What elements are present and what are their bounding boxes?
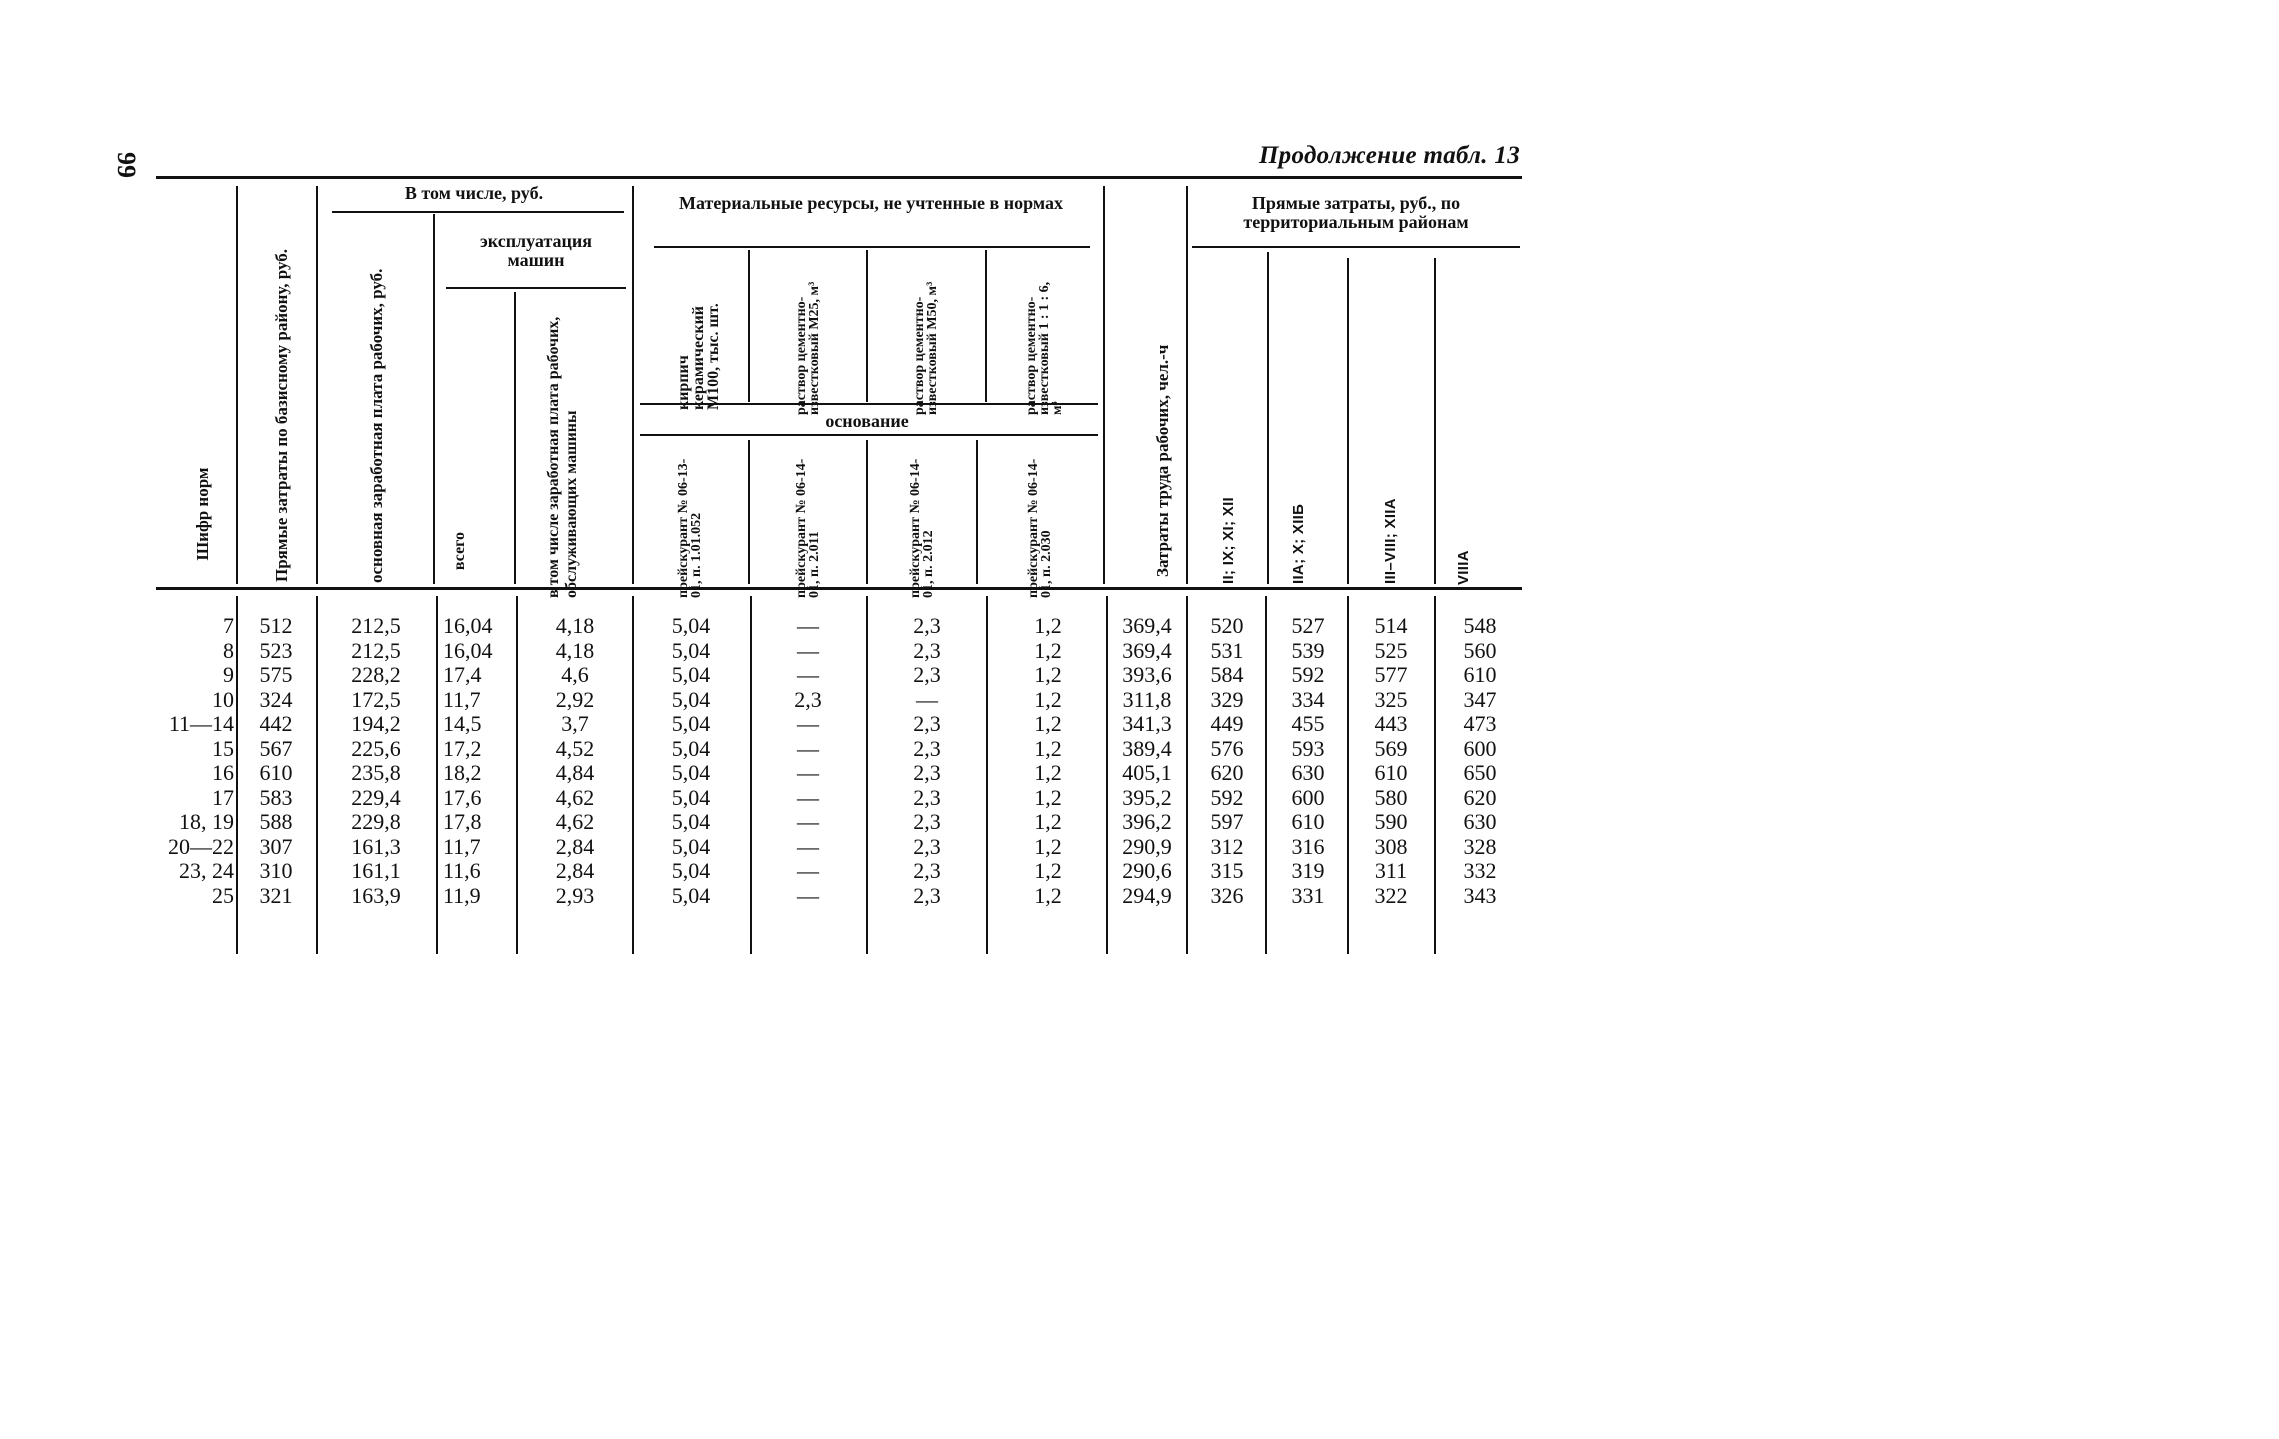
table-cell: 225,6 [351,735,401,761]
header-divider [866,440,868,584]
table-cell: 331 [1291,882,1325,908]
table-cell: 334 [1291,686,1325,712]
table-cell: 322 [1374,882,1408,908]
body-divider [866,596,868,954]
table-cell: 5,04 [671,809,711,834]
table-cell: 442 [259,711,293,736]
region-header-4: VIIIA [1455,550,1472,585]
table-cell: 172,5 [351,686,401,712]
table-cell: 4,18 [555,613,595,638]
body-divider [986,596,988,954]
material-basis-m25: прейскурант № 06-14-01, п. 2.011 [794,458,822,598]
header-rule [332,211,624,213]
table-cell: — [797,662,819,687]
table-cell: 610 [1463,662,1497,687]
table-cell: 315 [1210,858,1244,883]
table-cell: 212,5 [351,613,401,638]
table-cell: 325 [1374,686,1408,712]
table-cell: 1,2 [1034,858,1062,883]
table-cell: 11—14 [168,711,234,736]
table-cell: 620 [1210,760,1244,785]
table-cell: 569 [1374,735,1408,761]
table-cell: 455 [1291,711,1325,736]
table-cell: 3,7 [561,711,589,736]
table-cell: 25 [212,882,234,908]
table-cell: 548 [1463,613,1497,638]
table-cell: 11,6 [443,858,481,883]
table-cell: 567 [259,735,293,761]
table-cell: — [797,809,819,834]
table-cell: 2,3 [913,613,941,638]
table-cell: 539 [1291,637,1325,663]
table-cell: 290,9 [1122,833,1172,859]
material-name-116: раствор цементно-известковый 1 : 1 : 6, м³ [1023,281,1065,415]
table-cell: — [797,735,819,761]
table-cell: 310 [259,858,293,883]
table-cell: 329 [1210,686,1244,712]
region2-column [1272,614,1344,908]
material-basis-116: прейскурант № 06-14-01, п. 2.030 [1026,458,1054,598]
table-cell: 2,3 [913,784,941,810]
table-cell: 5,04 [671,882,711,908]
table-cell: 194,2 [351,711,401,736]
base-wage-header: основная заработная плата рабочих, руб. [366,268,386,583]
table-cell: 2,3 [913,858,941,883]
table-top-rule [156,176,1522,179]
table-cell: 520 [1210,613,1244,638]
header-rule [1192,246,1520,248]
table-cell: 212,5 [351,637,401,663]
material-name-m50: раствор цементно-известковый М50, м³ [912,281,940,415]
table-cell: 9 [223,662,234,687]
table-cell: 1,2 [1034,711,1062,736]
body-divider [632,596,634,954]
machine-operation-header: эксплуатация машин [480,231,592,270]
table-cell: 2,3 [913,760,941,785]
table-cell: 326 [1210,882,1244,908]
region-header-3: III–VIII; XIIA [1382,498,1399,584]
table-cell: 11,7 [443,686,481,712]
table-cell: 2,92 [555,686,595,712]
table-cell: 600 [1463,735,1497,761]
table-cell: 4,6 [561,662,589,687]
material-basis-brick: прейскурант № 06-13-01, п. 1.01.052 [676,458,704,598]
table-cell: 5,04 [671,784,711,810]
table-cell: 592 [1291,662,1325,687]
table-cell: 319 [1291,858,1325,883]
table-cell: 531 [1210,637,1244,663]
table-cell: 4,62 [555,809,595,834]
table-cell: 18, 19 [179,809,234,834]
table-cell: 449 [1210,711,1244,736]
table-cell: 593 [1291,735,1325,761]
table-cell: 294,9 [1122,882,1172,908]
machine-wage-column [524,614,626,908]
table-cell: 590 [1374,809,1408,834]
table-cell: 1,2 [1034,662,1062,687]
table-cell: 4,62 [555,784,595,810]
table-cell: 584 [1210,662,1244,687]
table-cell: 1,2 [1034,735,1062,761]
table-cell: 5,04 [671,637,711,663]
table-cell: 592 [1210,784,1244,810]
table-cell: 5,04 [671,686,711,712]
table-cell: 405,1 [1122,760,1172,785]
table-cell: 11,7 [443,833,481,859]
body-divider [1347,596,1349,954]
table-cell: 1,2 [1034,809,1062,834]
table-cell: 341,3 [1122,711,1172,736]
mortar-116-column [994,614,1102,908]
table-cell: 5,04 [671,833,711,859]
body-divider [236,596,238,954]
table-cell: 389,4 [1122,735,1172,761]
table-cell: 2,84 [555,858,595,883]
table-cell: 2,84 [555,833,595,859]
page-number: 99 [112,152,141,178]
header-divider [1434,258,1436,584]
table-cell: 328 [1463,833,1497,859]
table-cell: — [797,882,819,908]
table-cell: 577 [1374,662,1408,687]
table-cell: 1,2 [1034,784,1062,810]
base-wage-column [324,614,428,908]
table-cell: 324 [259,686,293,712]
table-cell: 527 [1291,613,1325,638]
table-cell: — [797,760,819,785]
table-cell: 312 [1210,833,1244,859]
table-cell: 5,04 [671,662,711,687]
materials-group-header: Материальные ресурсы, не учтенные в нормах [678,193,1064,213]
table-cell: 2,3 [913,735,941,761]
table-cell: 630 [1291,760,1325,785]
table-cell: 308 [1374,833,1408,859]
table-cell: 396,2 [1122,809,1172,834]
header-divider [236,186,238,584]
table-cell: 1,2 [1034,637,1062,663]
table-cell: 5,04 [671,735,711,761]
header-divider [748,250,750,402]
labor-column [1110,614,1184,908]
table-cell: — [797,637,819,663]
including-rub-header: В том числе, руб. [404,183,544,203]
table-cell: 514 [1374,613,1408,638]
table-cell: 560 [1463,637,1497,663]
table-cell: — [797,784,819,810]
material-name-m25: раствор цементно-известковый М25, м³ [794,281,822,415]
table-cell: 332 [1463,858,1497,883]
table-cell: 229,8 [351,809,401,834]
code-header: Шифр норм [192,467,212,561]
code-column [150,614,234,908]
table-cell: — [797,858,819,883]
body-divider [1434,596,1436,954]
header-rule [640,434,1098,436]
table-cell: 14,5 [443,711,482,736]
material-basis-m50: прейскурант № 06-14-01, п. 2.012 [908,458,936,598]
machine-total-column [443,614,513,908]
table-cell: 17,8 [443,809,482,834]
table-cell: 347 [1463,686,1497,712]
header-rule [446,287,626,289]
table-cell: 290,6 [1122,858,1172,883]
regional-group-header: Прямые затраты, руб., по территориальным районам [1243,193,1469,232]
table-cell: 583 [259,784,293,810]
header-divider [1103,186,1105,584]
table-cell: 2,3 [913,833,941,859]
table-cell: 4,18 [555,637,595,663]
header-divider [632,186,634,584]
table-cell: 1,2 [1034,760,1062,785]
table-cell: 343 [1463,882,1497,908]
table-cell: 4,52 [555,735,595,761]
table-cell: 321 [259,882,293,908]
table-cell: 2,3 [913,662,941,687]
header-divider [433,214,435,584]
table-cell: 443 [1374,711,1408,736]
table-cell: 161,3 [351,833,401,859]
table-cell: 4,84 [555,760,595,785]
body-divider [1265,596,1267,954]
table-cell: 2,3 [913,809,941,834]
table-cell: 8 [223,637,234,663]
table-cell: 610 [259,760,293,785]
table-cell: 5,04 [671,858,711,883]
table-cell: 11,9 [443,882,481,908]
mortar-m25-column [756,614,860,908]
table-cell: 1,2 [1034,613,1062,638]
table-cell: 600 [1291,784,1325,810]
table-cell: 17,6 [443,784,482,810]
table-cell: 395,2 [1122,784,1172,810]
table-cell: 1,2 [1034,833,1062,859]
table-cell: 5,04 [671,613,711,638]
table-cell: 580 [1374,784,1408,810]
header-divider [316,186,318,584]
machine-total-header: всего [450,531,468,571]
table-cell: 23, 24 [179,858,234,883]
table-cell: 5,04 [671,760,711,785]
region4-column [1440,614,1520,908]
table-cell: 575 [259,662,293,687]
table-cell: 2,93 [555,882,595,908]
table-cell: 18,2 [443,760,482,785]
machine-wage-header: в том числе заработная плата рабочих, обслуживающих машины [545,316,580,598]
table-cell: 2,3 [913,637,941,663]
header-divider [748,440,750,584]
table-cell: 650 [1463,760,1497,785]
table-cell: 7 [223,613,234,638]
mortar-m50-column [872,614,982,908]
table-cell: 369,4 [1122,637,1172,663]
header-divider [1347,258,1349,584]
table-cell: 20—22 [168,833,234,859]
region-header-2: IIA; X; XIIБ [1290,503,1307,584]
header-divider [976,440,978,584]
body-divider [1106,596,1108,954]
table-cell: 630 [1463,809,1497,834]
table-cell: 17 [212,784,234,810]
table-cell: 1,2 [1034,882,1062,908]
table-cell: — [797,613,819,638]
table-cell: 597 [1210,809,1244,834]
body-divider [750,596,752,954]
header-rule [654,246,1090,248]
body-divider [516,596,518,954]
table-cell: 316 [1291,833,1325,859]
table-cell: — [916,686,938,712]
body-divider [436,596,438,954]
base-cost-column [240,614,312,908]
table-cell: 2,3 [794,686,822,712]
table-cell: 228,2 [351,662,401,687]
direct-cost-base-header: Прямые затраты по базисному району, руб. [271,249,291,582]
table-cell: 525 [1374,637,1408,663]
table-cell: 307 [259,833,293,859]
table-cell: — [797,711,819,736]
material-name-brick: кирпич керамический М100, тыс. шт. [674,303,722,410]
table-cell: 161,1 [351,858,401,883]
table-cell: 16,04 [443,637,493,663]
region-header-1: II; IX; XI; XII [1220,496,1237,584]
table-cell: — [797,833,819,859]
table-cell: 369,4 [1122,613,1172,638]
table-cell: 610 [1291,809,1325,834]
table-cell: 163,9 [351,882,401,908]
table-cell: 1,2 [1034,686,1062,712]
header-divider [866,250,868,402]
table-cell: 5,04 [671,711,711,736]
table-caption: Продолжение табл. 13 [1258,142,1520,169]
table-cell: 311 [1374,858,1408,883]
table-cell: 2,3 [913,711,941,736]
header-divider [985,250,987,402]
table-cell: 229,4 [351,784,401,810]
table-cell: 17,4 [443,662,482,687]
basis-header: основание [825,411,909,431]
region1-column [1192,614,1262,908]
header-divider [1186,186,1188,584]
table-cell: 235,8 [351,760,401,785]
table-cell: 17,2 [443,735,482,761]
table-cell: 16 [212,760,234,785]
table-cell: 473 [1463,711,1497,736]
table-cell: 393,6 [1122,662,1172,687]
labor-header: Затраты труда рабочих, чел.-ч [1152,344,1172,577]
table-cell: 10 [212,686,234,712]
header-divider [1267,252,1269,584]
table-cell: 2,3 [913,882,941,908]
table-cell: 512 [259,613,293,638]
table-cell: 311,8 [1122,686,1172,712]
table-cell: 16,04 [443,613,493,638]
region3-column [1352,614,1430,908]
table-cell: 523 [259,637,293,663]
brick-column [638,614,744,908]
table-cell: 610 [1374,760,1408,785]
table-cell: 588 [259,809,293,834]
table-cell: 15 [212,735,234,761]
body-divider [1186,596,1188,954]
header-divider [514,292,516,584]
table-cell: 576 [1210,735,1244,761]
table-cell: 620 [1463,784,1497,810]
body-divider [316,596,318,954]
